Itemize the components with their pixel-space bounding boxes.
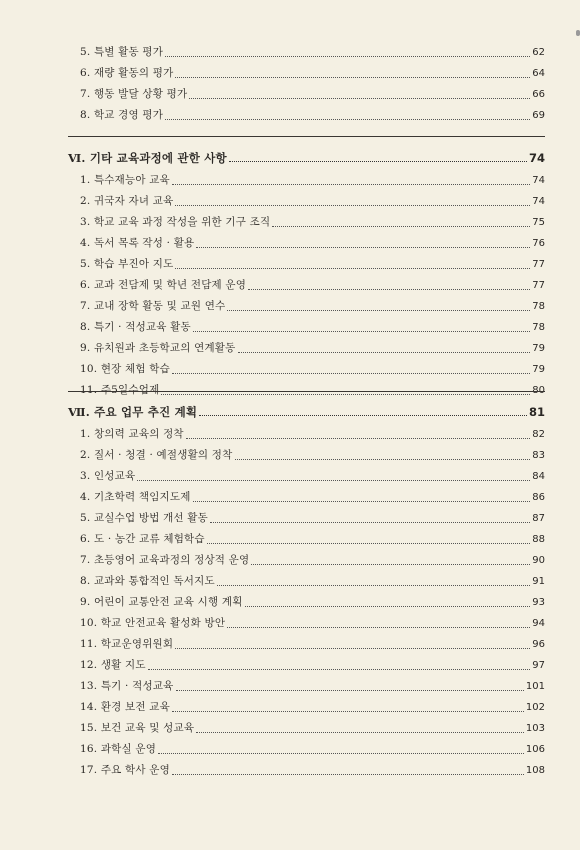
leader-dots	[207, 542, 531, 544]
leader-dots	[148, 668, 531, 670]
toc-entry[interactable]	[68, 760, 545, 781]
toc-entry[interactable]	[68, 254, 545, 275]
toc-entry[interactable]	[68, 550, 545, 571]
toc-entry-page: 101	[525, 681, 545, 692]
toc-entry-page: 106	[525, 744, 545, 755]
toc-entry-page: 74	[532, 175, 545, 186]
toc-entry[interactable]	[68, 275, 545, 296]
toc-entry-label: 10. 학교 안전교육 활성화 방안	[80, 617, 226, 629]
leader-dots	[196, 731, 524, 733]
toc-entry-label: 6. 도 · 농간 교류 체험학습	[80, 533, 205, 545]
toc-entry-page: 93	[532, 597, 545, 608]
toc-entry-label: 11. 주5일수업제	[80, 384, 160, 396]
toc-entry-page: 76	[532, 238, 545, 249]
leader-dots	[199, 414, 527, 416]
toc-entry-page: 82	[532, 429, 545, 440]
leader-dots	[193, 500, 531, 502]
chapter-heading-label: Ⅵ. 기타 교육과정에 관한 사항	[68, 151, 227, 165]
toc-entry[interactable]	[68, 445, 545, 466]
toc-entry-label: 12. 생활 지도	[80, 659, 146, 671]
toc-entry-label: 8. 학교 경영 평가	[80, 109, 164, 121]
toc-entry-page: 78	[532, 322, 545, 333]
toc-entry[interactable]	[68, 466, 545, 487]
toc-entry-page: 64	[532, 68, 545, 79]
section-divider	[68, 136, 545, 137]
toc-entry[interactable]	[68, 359, 545, 380]
leader-dots	[175, 267, 530, 269]
leader-dots	[172, 773, 524, 775]
toc-entry-label: 4. 독서 목록 작성 · 활용	[80, 237, 195, 249]
leader-dots	[175, 204, 530, 206]
toc-entry-label: 3. 인성교육	[80, 470, 136, 482]
toc-entry-label: 1. 특수재능아 교육	[80, 174, 170, 186]
toc-entry-page: 80	[532, 385, 545, 396]
toc-entry-label: 13. 특기 · 적성교육	[80, 680, 174, 692]
toc-entry[interactable]	[68, 105, 545, 126]
toc-entry-page: 79	[532, 364, 545, 375]
toc-entry[interactable]	[68, 63, 545, 84]
toc-entry[interactable]	[68, 42, 545, 63]
leader-dots	[172, 710, 524, 712]
leader-dots	[172, 372, 530, 374]
toc-entry-page: 83	[532, 450, 545, 461]
toc-entry[interactable]	[68, 487, 545, 508]
toc-entry[interactable]	[68, 529, 545, 550]
toc-entry[interactable]	[68, 317, 545, 338]
toc-entry-label: 9. 유치원과 초등학교의 연계활동	[80, 342, 236, 354]
toc-entry-label: 10. 현장 체험 학습	[80, 363, 170, 375]
toc-entry-label: 7. 초등영어 교육과정의 정상적 운영	[80, 554, 250, 566]
leader-dots	[193, 330, 530, 332]
toc-entry-label: 6. 재량 활동의 평가	[80, 67, 174, 79]
toc-entry-page: 96	[532, 639, 545, 650]
toc-entry-label: 7. 행동 발달 상황 평가	[80, 88, 188, 100]
leader-dots	[272, 225, 530, 227]
toc-entry-page: 88	[532, 534, 545, 545]
leader-dots	[172, 183, 530, 185]
leader-dots	[196, 246, 530, 248]
toc-entry-page: 108	[525, 765, 545, 776]
toc-entry-page: 75	[532, 217, 545, 228]
toc-entry-label: 3. 학교 교육 과정 작성을 위한 기구 조직	[80, 216, 271, 228]
leader-dots	[176, 689, 524, 691]
leader-dots	[165, 55, 530, 57]
leader-dots	[248, 288, 530, 290]
toc-entry-page: 78	[532, 301, 545, 312]
toc-entry-page: 84	[532, 471, 545, 482]
toc-entry-page: 74	[532, 196, 545, 207]
toc-entry-page: 79	[532, 343, 545, 354]
toc-entry-page: 69	[532, 110, 545, 121]
leader-dots	[210, 521, 530, 523]
leader-dots	[229, 160, 527, 162]
toc-entry[interactable]	[68, 718, 545, 739]
toc-chapter-heading[interactable]	[68, 400, 545, 424]
chapter-heading-label: Ⅶ. 주요 업무 추진 계획	[68, 405, 198, 419]
toc-entry[interactable]	[68, 676, 545, 697]
toc-chapter-heading[interactable]	[68, 146, 545, 170]
toc-entry-page: 77	[532, 259, 545, 270]
toc-entry[interactable]	[68, 424, 545, 445]
leader-dots	[217, 584, 530, 586]
toc-entry-page: 91	[532, 576, 545, 587]
toc-entry-label: 9. 어린이 교통안전 교육 시행 계획	[80, 596, 243, 608]
toc-entry-page: 66	[532, 89, 545, 100]
toc-entry[interactable]	[68, 233, 545, 254]
toc-entry[interactable]	[68, 655, 545, 676]
toc-entry-page: 103	[525, 723, 545, 734]
toc-entry[interactable]	[68, 508, 545, 529]
toc-entry[interactable]	[68, 212, 545, 233]
toc-entry-page: 87	[532, 513, 545, 524]
toc-entry-label: 16. 과학실 운영	[80, 743, 157, 755]
toc-entry-label: 14. 환경 보전 교육	[80, 701, 170, 713]
toc-entry[interactable]	[68, 571, 545, 592]
leader-dots	[175, 647, 530, 649]
toc-section-vii	[68, 400, 545, 781]
toc-entry[interactable]	[68, 739, 545, 760]
toc-entry-page: 97	[532, 660, 545, 671]
toc-entry-page: 62	[532, 47, 545, 58]
toc-entry[interactable]	[68, 613, 545, 634]
leader-dots	[175, 76, 530, 78]
toc-entry-label: 11. 학교운영위원회	[80, 638, 174, 650]
page-edge-mark	[576, 30, 580, 36]
toc-entry-label: 4. 기초학력 책임지도제	[80, 491, 191, 503]
toc-entry-label: 5. 교실수업 방법 개선 활동	[80, 512, 208, 524]
toc-entry[interactable]	[68, 338, 545, 359]
toc-entry-label: 2. 귀국자 자녀 교육	[80, 195, 174, 207]
toc-entry-label: 15. 보건 교육 및 성교육	[80, 722, 195, 734]
toc-entry-label: 2. 질서 · 청결 · 예절생활의 정착	[80, 449, 233, 461]
toc-entry-page: 94	[532, 618, 545, 629]
toc-entry[interactable]	[68, 170, 545, 191]
toc-entry-page: 90	[532, 555, 545, 566]
leader-dots	[245, 605, 531, 607]
leader-dots	[227, 626, 530, 628]
leader-dots	[251, 563, 530, 565]
toc-section-vi	[68, 146, 545, 401]
toc-entry[interactable]	[68, 634, 545, 655]
toc-entry-label: 5. 학습 부진아 지도	[80, 258, 174, 270]
toc-entry[interactable]	[68, 191, 545, 212]
toc-entry[interactable]	[68, 697, 545, 718]
toc-entry-label: 6. 교과 전담제 및 학년 전담제 운영	[80, 279, 247, 291]
toc-entry-label: 5. 특별 활동 평가	[80, 46, 164, 58]
leader-dots	[161, 393, 530, 395]
chapter-heading-page: 74	[528, 151, 545, 165]
toc-entry-label: 1. 창의력 교육의 정착	[80, 428, 184, 440]
leader-dots	[227, 309, 530, 311]
toc-entry[interactable]	[68, 296, 545, 317]
leader-dots	[186, 437, 530, 439]
toc-entry-label: 8. 교과와 통합적인 독서지도	[80, 575, 215, 587]
leader-dots	[238, 351, 531, 353]
toc-entry-page: 77	[532, 280, 545, 291]
toc-entry-page: 86	[532, 492, 545, 503]
leader-dots	[235, 458, 531, 460]
toc-entry[interactable]	[68, 592, 545, 613]
toc-entry-page: 102	[525, 702, 545, 713]
section-divider	[68, 391, 545, 392]
toc-section-continued	[68, 42, 545, 126]
chapter-heading-page: 81	[528, 405, 545, 419]
toc-entry-label: 7. 교내 장학 활동 및 교원 연수	[80, 300, 226, 312]
toc-entry[interactable]	[68, 84, 545, 105]
leader-dots	[189, 97, 530, 99]
toc-entry-label: 17. 주요 학사 운영	[80, 764, 170, 776]
leader-dots	[137, 479, 530, 481]
leader-dots	[158, 752, 524, 754]
toc-entry-label: 8. 특기 · 적성교육 활동	[80, 321, 191, 333]
leader-dots	[165, 118, 530, 120]
